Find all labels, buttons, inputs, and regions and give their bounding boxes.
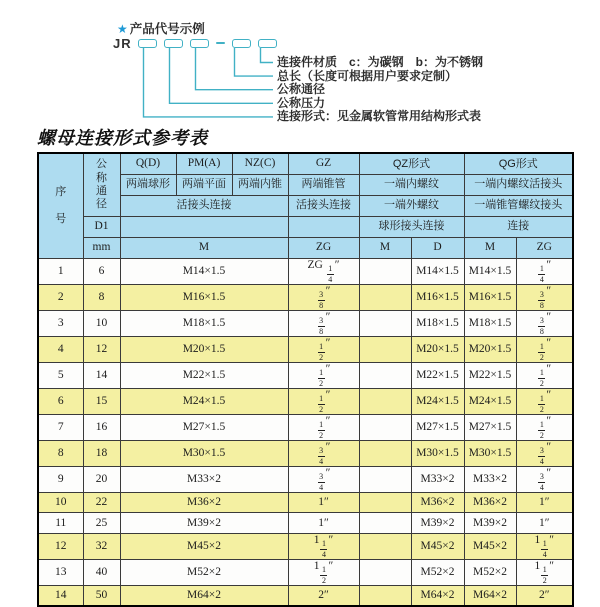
cell-qz_m [359,310,411,336]
cell-qz_d: M33×2 [411,466,464,492]
cell-qz_d: M27×1.5 [411,414,464,440]
cell-m: M16×1.5 [120,284,288,310]
cell-no: 5 [38,362,83,388]
table-row [38,440,573,466]
header-qg-desc2: 一端锥管螺纹接头 [464,195,573,216]
cell-qz_m [359,440,411,466]
cell-qz_d: M18×1.5 [411,310,464,336]
cell-qg_m: M52×2 [464,559,516,585]
code-dash [216,42,225,44]
cell-gz: $\frac{3}{4}$ ″ [288,440,359,466]
table-body [38,258,573,606]
cell-m: M64×2 [120,585,288,606]
cell-no: 10 [38,492,83,513]
cell-dn: 10 [83,310,120,336]
header-qz-desc3: 球形接头连接 [359,216,464,237]
cell-qg_m: M16×1.5 [464,284,516,310]
cell-gz: 1 $\frac{1}{2}$ ″ [288,559,359,585]
header-d-qz: D [411,237,464,258]
cell-m: M39×2 [120,513,288,534]
cell-qg_zg: $\frac{3}{8}$ ″ [516,310,573,336]
cell-dn: 50 [83,585,120,606]
table-row [38,388,573,414]
cell-qg_zg: 1 $\frac{1}{4}$ ″ [516,533,573,559]
code-labels [277,56,483,124]
table-row [38,414,573,440]
cell-gz: $\frac{3}{8}$ ″ [288,284,359,310]
cell-m: M24×1.5 [120,388,288,414]
table-row [38,492,573,513]
cell-qg_m: M18×1.5 [464,310,516,336]
code-label-pressure: 公称压力 [277,95,326,110]
cell-gz: $\frac{1}{2}$ ″ [288,388,359,414]
header-col-qg: QG形式 [464,153,573,174]
header-qg-desc1: 一端内螺纹活接头 [464,174,573,195]
cell-gz: 2″ [288,585,359,606]
cell-qg_zg: 1 $\frac{1}{2}$ ″ [516,559,573,585]
cell-qg_zg: $\frac{1}{4}$ ″ [516,258,573,284]
cell-qg_zg: $\frac{1}{2}$ ″ [516,388,573,414]
table-row [38,559,573,585]
cell-qz_m [359,388,411,414]
header-d1: D1 [83,216,120,237]
cell-m: M27×1.5 [120,414,288,440]
code-label-length: 总长（长度可根据用户要求定制） [277,68,458,83]
header-qz-desc2: 一端外螺纹 [359,195,464,216]
cell-dn: 15 [83,388,120,414]
cell-qz_d: M52×2 [411,559,464,585]
code-box-2 [164,39,183,48]
cell-gz: $\frac{1}{2}$ ″ [288,414,359,440]
cell-m: M18×1.5 [120,310,288,336]
cell-qg_m: M22×1.5 [464,362,516,388]
code-box-4 [232,39,251,48]
cell-qg_zg: $\frac{3}{4}$ ″ [516,466,573,492]
cell-no: 9 [38,466,83,492]
header-zg-qg: ZG [516,237,573,258]
cell-qg_m: M30×1.5 [464,440,516,466]
cell-gz: 1 $\frac{1}{4}$ ″ [288,533,359,559]
code-box-3 [190,39,209,48]
header-nz-desc: 两端内锥 [232,174,288,195]
cell-no: 14 [38,585,83,606]
cell-qz_d: M30×1.5 [411,440,464,466]
cell-m: M36×2 [120,492,288,513]
header-zg-gz: ZG [288,237,359,258]
table-row [38,258,573,284]
cell-no: 3 [38,310,83,336]
code-box-5 [258,39,277,48]
code-prefix: JR [113,35,132,51]
cell-no: 13 [38,559,83,585]
cell-dn: 16 [83,414,120,440]
cell-no: 2 [38,284,83,310]
header-col-q: Q(D) [120,153,176,174]
cell-gz: ZG $\frac{1}{4}$ ″ [288,258,359,284]
header-seq: 序 号 [38,153,83,258]
cell-qz_d: M36×2 [411,492,464,513]
cell-dn: 12 [83,336,120,362]
header-m-span: M [120,237,288,258]
cell-qz_m [359,362,411,388]
cell-dn: 22 [83,492,120,513]
table-row [38,585,573,606]
cell-qg_zg: $\frac{1}{2}$ ″ [516,336,573,362]
cell-qz_d: M64×2 [411,585,464,606]
cell-qg_m: M39×2 [464,513,516,534]
header-q-desc: 两端球形 [120,174,176,195]
cell-qg_m: M36×2 [464,492,516,513]
cell-qg_zg: $\frac{3}{4}$ ″ [516,440,573,466]
header-qg-desc3: 连接 [464,216,573,237]
cell-qg_m: M14×1.5 [464,258,516,284]
table-row [38,284,573,310]
cell-m: M22×1.5 [120,362,288,388]
cell-qg_m: M27×1.5 [464,414,516,440]
header-gz-desc: 两端锥管 [288,174,359,195]
cell-gz: 1″ [288,492,359,513]
cell-qz_d: M24×1.5 [411,388,464,414]
cell-qz_m [359,585,411,606]
product-code-row [113,36,284,50]
cell-dn: 25 [83,513,120,534]
code-label-connection: 连接形式：见金属软管常用结构形式表 [277,109,482,124]
cell-m: M33×2 [120,466,288,492]
cell-no: 1 [38,258,83,284]
cell-dn: 18 [83,440,120,466]
cell-qz_m [359,533,411,559]
header-col-nz: NZ(C) [232,153,288,174]
cell-m: M20×1.5 [120,336,288,362]
cell-qg_m: M45×2 [464,533,516,559]
header-col-gz: GZ [288,153,359,174]
cell-dn: 40 [83,559,120,585]
cell-gz: $\frac{1}{2}$ ″ [288,362,359,388]
cell-qg_zg: 1″ [516,513,573,534]
cell-qz_d: M14×1.5 [411,258,464,284]
table-row [38,336,573,362]
cell-qg_zg: 1″ [516,492,573,513]
cell-qz_m [359,559,411,585]
cell-qz_d: M39×2 [411,513,464,534]
header-dn: 公 称 通 径 [83,153,120,216]
cell-gz: $\frac{1}{2}$ ″ [288,336,359,362]
nut-connection-table [37,152,574,607]
cell-dn: 14 [83,362,120,388]
cell-qz_m [359,466,411,492]
cell-qz_d: M45×2 [411,533,464,559]
code-label-diameter: 公称通径 [277,82,326,97]
diagram-heading-text: 产品代号示例 [129,22,205,36]
diagram-heading [117,19,205,37]
table-row [38,513,573,534]
star-icon: ★ [117,22,128,36]
table-row [38,362,573,388]
cell-qz_d: M22×1.5 [411,362,464,388]
cell-dn: 8 [83,284,120,310]
cell-dn: 32 [83,533,120,559]
header-qz-desc1: 一端内螺纹 [359,174,464,195]
header-union-gz: 活接头连接 [288,195,359,216]
cell-qg_zg: $\frac{1}{2}$ ″ [516,414,573,440]
cell-no: 7 [38,414,83,440]
header-col-qz: QZ形式 [359,153,464,174]
header-col-pm: PM(A) [176,153,232,174]
cell-qz_m [359,258,411,284]
cell-qz_d: M20×1.5 [411,336,464,362]
header-m-qg: M [464,237,516,258]
cell-qz_m [359,513,411,534]
cell-m: M52×2 [120,559,288,585]
cell-m: M45×2 [120,533,288,559]
table-row [38,466,573,492]
cell-dn: 20 [83,466,120,492]
cell-m: M30×1.5 [120,440,288,466]
code-label-material: 连接件材质 c：为碳钢 b：为不锈钢 [277,55,484,69]
cell-qg_m: M24×1.5 [464,388,516,414]
cell-gz: $\frac{3}{4}$ ″ [288,466,359,492]
header-pm-desc: 两端平面 [176,174,232,195]
page-title: 螺母连接形式参考表 [37,128,208,149]
table-row [38,310,573,336]
cell-gz: 1″ [288,513,359,534]
cell-qz_m [359,336,411,362]
header-empty-gz [288,216,359,237]
cell-qg_zg: $\frac{1}{2}$ ″ [516,362,573,388]
cell-qg_m: M64×2 [464,585,516,606]
cell-qz_m [359,492,411,513]
cell-qz_d: M16×1.5 [411,284,464,310]
table-row [38,533,573,559]
cell-qg_m: M33×2 [464,466,516,492]
header-mm: mm [83,237,120,258]
cell-qz_m [359,414,411,440]
cell-no: 8 [38,440,83,466]
cell-no: 4 [38,336,83,362]
cell-qg_zg: $\frac{3}{8}$ ″ [516,284,573,310]
cell-m: M14×1.5 [120,258,288,284]
cell-dn: 6 [83,258,120,284]
cell-no: 6 [38,388,83,414]
code-box-1 [138,39,157,48]
header-union-m: 活接头连接 [120,195,288,216]
cell-qg_m: M20×1.5 [464,336,516,362]
cell-no: 12 [38,533,83,559]
cell-qg_zg: 2″ [516,585,573,606]
header-m-qz: M [359,237,411,258]
cell-gz: $\frac{3}{8}$ ″ [288,310,359,336]
cell-no: 11 [38,513,83,534]
header-empty-m [120,216,288,237]
cell-qz_m [359,284,411,310]
